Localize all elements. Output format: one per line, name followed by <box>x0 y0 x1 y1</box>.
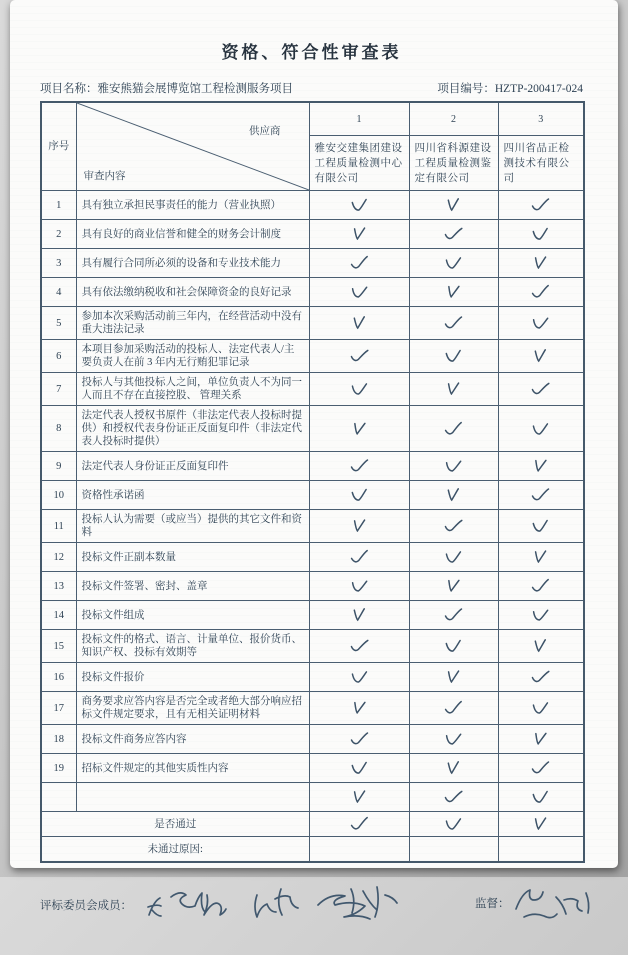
checkmark-cell <box>309 783 409 812</box>
checkmark-icon <box>530 283 552 300</box>
checkmark-icon <box>348 548 370 565</box>
review-item-cell: 资格性承诺函 <box>76 481 309 510</box>
checkmark-icon <box>443 669 464 685</box>
review-item-cell: 投标人与其他投标人之间，单位负责人不为同一人而且不存在直接控股、 管理关系 <box>76 373 309 406</box>
checkmark-icon <box>443 699 465 716</box>
checkmark-cell <box>498 725 584 754</box>
review-item-cell: 具有依法缴纳税收和社会保障资金的良好记录 <box>76 278 309 307</box>
checkmark-icon <box>442 283 464 300</box>
review-table-body <box>41 191 584 863</box>
checkmark-cell <box>409 340 498 373</box>
project-name-value: 雅安熊猫会展博览馆工程检测服务项目 <box>97 83 293 95</box>
checkmark-cell <box>498 452 584 481</box>
checkmark-cell <box>409 373 498 406</box>
checkmark-cell <box>309 406 409 452</box>
review-item-cell: 投标文件签署、密封、盖章 <box>76 572 309 601</box>
checkmark-cell <box>498 601 584 630</box>
checkmark-icon <box>443 788 465 805</box>
checkmark-icon <box>530 255 551 271</box>
checkmark-icon <box>530 457 552 474</box>
checkmark-icon <box>349 731 370 747</box>
checkmark-cell <box>498 220 584 249</box>
checkmark-icon <box>530 638 552 655</box>
checkmark-icon <box>348 669 369 685</box>
table-row <box>41 837 584 863</box>
checkmark-cell <box>409 572 498 601</box>
table-row <box>41 725 584 754</box>
checkmark-icon <box>348 347 370 364</box>
review-item-cell: 具有履行合同所必须的设备和专业技术能力 <box>76 249 309 278</box>
checkmark-cell <box>409 307 498 340</box>
checkmark-cell <box>498 340 584 373</box>
checkmark-cell <box>309 630 409 663</box>
review-item-cell: 法定代表人授权书原件（非法定代表人投标时提供）和授权代表身份证正反面复印件（非法定代表人投标时提供） <box>76 406 309 452</box>
checkmark-icon <box>442 637 464 654</box>
row-number-cell: 14 <box>41 601 76 630</box>
checkmark-icon <box>530 788 552 805</box>
review-item-cell: 招标文件规定的其他实质性内容 <box>76 754 309 783</box>
row-number-cell: 16 <box>41 663 76 692</box>
checkmark-icon <box>530 487 551 503</box>
row-number-cell: 3 <box>41 249 76 278</box>
row-number-cell: 9 <box>41 452 76 481</box>
row-number-cell: 4 <box>41 278 76 307</box>
supplier-column-number-1: 1 <box>309 102 409 136</box>
checkmark-icon <box>530 816 551 832</box>
supplier-name-2: 四川省科源建设工程质量检测鉴定有限公司 <box>409 136 498 191</box>
checkmark-icon <box>443 607 464 623</box>
checkmark-icon <box>348 381 369 397</box>
table-row <box>41 406 584 452</box>
checkmark-icon <box>530 700 551 716</box>
checkmark-cell <box>409 481 498 510</box>
checkmark-cell <box>409 220 498 249</box>
checkmark-cell <box>498 663 584 692</box>
checkmark-icon <box>530 668 552 685</box>
row-number-cell: 12 <box>41 543 76 572</box>
review-item-cell: 投标文件组成 <box>76 601 309 630</box>
checkmark-cell <box>498 510 584 543</box>
checkmark-icon <box>348 607 370 624</box>
scanned-document-page <box>10 0 618 912</box>
project-number <box>437 80 583 96</box>
project-name <box>40 80 293 96</box>
checkmark-icon <box>348 518 369 534</box>
checkmark-icon <box>348 420 370 437</box>
empty-cell <box>309 837 409 863</box>
table-row <box>41 692 584 725</box>
committee-signatures-handwriting <box>135 875 435 945</box>
table-row <box>41 812 584 837</box>
table-row <box>41 601 584 630</box>
checkmark-cell <box>498 373 584 406</box>
checkmark-icon <box>348 196 370 213</box>
checkmark-cell <box>409 783 498 812</box>
checkmark-icon <box>348 759 370 776</box>
checkmark-icon <box>348 789 369 805</box>
table-row <box>41 340 584 373</box>
checkmark-cell <box>309 373 409 406</box>
project-info-line <box>40 80 583 96</box>
supplier-corner-label: 供应商 <box>249 126 281 137</box>
table-row <box>41 543 584 572</box>
checkmark-icon <box>530 348 552 365</box>
content-corner-label: 审查内容 <box>83 171 126 182</box>
table-row <box>41 373 584 406</box>
table-row <box>41 630 584 663</box>
row-number-cell: 8 <box>41 406 76 452</box>
summary-row-label: 未通过原因: <box>41 837 309 863</box>
checkmark-cell <box>409 663 498 692</box>
supervisor-signature-handwriting <box>508 875 608 935</box>
checkmark-icon <box>348 315 370 332</box>
checkmark-cell <box>498 812 584 837</box>
table-row <box>41 663 584 692</box>
checkmark-icon <box>443 225 465 242</box>
supplier-column-number-2: 2 <box>409 102 498 136</box>
document-content <box>10 38 618 955</box>
checkmark-cell <box>309 191 409 220</box>
checkmark-icon <box>442 577 464 594</box>
checkmark-cell <box>309 249 409 278</box>
checkmark-cell <box>309 572 409 601</box>
checkmark-cell <box>498 278 584 307</box>
table-row <box>41 481 584 510</box>
review-item-cell: 法定代表人身份证正反面复印件 <box>76 452 309 481</box>
checkmark-icon <box>443 420 465 437</box>
table-row <box>41 452 584 481</box>
checkmark-cell <box>409 754 498 783</box>
supplier-column-number-3: 3 <box>498 102 584 136</box>
project-name-label: 项目名称： <box>40 83 98 95</box>
checkmark-icon <box>443 816 464 832</box>
checkmark-icon <box>443 760 465 777</box>
checkmark-icon <box>443 517 465 534</box>
summary-row-label: 是否通过 <box>41 812 309 837</box>
committee-members-label: 评标委员会成员： <box>40 900 132 912</box>
checkmark-cell <box>498 191 584 220</box>
row-number-cell: 11 <box>41 510 76 543</box>
checkmark-icon <box>530 760 551 776</box>
checkmark-icon <box>530 380 552 397</box>
review-table <box>40 101 585 863</box>
checkmark-cell <box>409 406 498 452</box>
project-number-label: 项目编号： <box>437 83 495 95</box>
row-number-cell: 19 <box>41 754 76 783</box>
checkmark-cell <box>309 340 409 373</box>
row-number-cell: 10 <box>41 481 76 510</box>
checkmark-cell <box>409 249 498 278</box>
checkmark-cell <box>309 543 409 572</box>
checkmark-icon <box>530 549 551 565</box>
checkmark-icon <box>443 549 464 565</box>
checkmark-cell <box>309 725 409 754</box>
table-row <box>41 783 584 812</box>
review-item-cell: 投标文件的格式、语言、计量单位、报价货币、知识产权、投标有效期等 <box>76 630 309 663</box>
checkmark-icon <box>443 255 464 271</box>
checkmark-cell <box>498 481 584 510</box>
checkmark-icon <box>348 486 370 503</box>
checkmark-cell <box>409 543 498 572</box>
checkmark-icon <box>348 254 370 271</box>
checkmark-icon <box>443 381 464 397</box>
table-row <box>41 191 584 220</box>
row-number-cell: 1 <box>41 191 76 220</box>
checkmark-cell <box>309 481 409 510</box>
checkmark-cell <box>409 510 498 543</box>
checkmark-cell <box>409 601 498 630</box>
checkmark-cell <box>409 278 498 307</box>
supervisor-label: 监督： <box>475 898 510 910</box>
row-number-cell: 5 <box>41 307 76 340</box>
row-number-cell: 13 <box>41 572 76 601</box>
empty-cell <box>409 837 498 863</box>
checkmark-cell <box>409 692 498 725</box>
table-row <box>41 220 584 249</box>
signature-footer <box>40 875 615 955</box>
checkmark-icon <box>530 730 552 747</box>
review-item-cell: 投标文件报价 <box>76 663 309 692</box>
review-item-cell: 投标文件商务应答内容 <box>76 725 309 754</box>
review-item-cell: 本项目参加采购活动的投标人、法定代表人/主要负责人在前 3 年内无行贿犯罪记录 <box>76 340 309 373</box>
review-item-cell: 具有独立承担民事责任的能力（营业执照） <box>76 191 309 220</box>
checkmark-icon <box>348 226 369 242</box>
checkmark-cell <box>309 663 409 692</box>
table-row <box>41 754 584 783</box>
checkmark-icon <box>530 197 551 213</box>
checkmark-icon <box>442 347 464 364</box>
checkmark-icon <box>348 699 370 716</box>
checkmark-cell <box>498 406 584 452</box>
checkmark-icon <box>530 607 552 624</box>
checkmark-cell <box>309 692 409 725</box>
checkmark-cell <box>409 630 498 663</box>
review-item-cell: 商务要求应答内容是否完全或者绝大部分响应招标文件规定要求，且有无相关证明材料 <box>76 692 309 725</box>
checkmark-icon <box>443 197 465 214</box>
checkmark-cell <box>498 692 584 725</box>
table-row <box>41 510 584 543</box>
checkmark-icon <box>443 487 465 504</box>
checkmark-cell <box>498 572 584 601</box>
checkmark-cell <box>498 754 584 783</box>
checkmark-icon <box>530 577 552 594</box>
checkmark-cell <box>309 452 409 481</box>
empty-cell <box>498 837 584 863</box>
checkmark-cell <box>309 812 409 837</box>
checkmark-icon <box>443 731 465 748</box>
review-item-cell: 投标文件正副本数量 <box>76 543 309 572</box>
seq-column-header: 序号 <box>41 102 76 191</box>
row-number-cell: 6 <box>41 340 76 373</box>
checkmark-icon <box>530 517 552 534</box>
checkmark-icon <box>443 315 464 331</box>
row-number-cell <box>41 783 76 812</box>
row-number-cell: 18 <box>41 725 76 754</box>
review-item-cell: 参加本次采购活动前三年内，在经营活动中没有重大违法记录 <box>76 307 309 340</box>
checkmark-cell <box>498 630 584 663</box>
row-number-cell: 2 <box>41 220 76 249</box>
checkmark-icon <box>348 578 370 595</box>
checkmark-cell <box>309 220 409 249</box>
checkmark-cell <box>498 543 584 572</box>
checkmark-icon <box>530 225 552 242</box>
checkmark-cell <box>309 278 409 307</box>
checkmark-cell <box>409 452 498 481</box>
project-number-value: HZTP-200417-024 <box>494 83 583 95</box>
checkmark-cell <box>409 725 498 754</box>
supplier-name-3: 四川省品正检测技术有限公司 <box>498 136 584 191</box>
table-row <box>41 307 584 340</box>
checkmark-icon <box>443 458 465 475</box>
review-table-header <box>41 102 584 191</box>
review-item-cell: 具有良好的商业信誉和健全的财务会计制度 <box>76 220 309 249</box>
checkmark-icon <box>348 637 370 654</box>
checkmark-icon <box>348 815 370 832</box>
page-title: 资格、符合性审查表 <box>221 43 402 62</box>
checkmark-cell <box>309 307 409 340</box>
row-number-cell: 7 <box>41 373 76 406</box>
checkmark-icon <box>530 420 551 436</box>
table-row <box>41 249 584 278</box>
checkmark-cell <box>498 783 584 812</box>
corner-header-cell <box>76 102 309 191</box>
checkmark-icon <box>348 284 370 301</box>
checkmark-icon <box>530 315 552 332</box>
checkmark-cell <box>409 191 498 220</box>
row-number-cell: 15 <box>41 630 76 663</box>
checkmark-cell <box>409 812 498 837</box>
supplier-name-1: 雅安交建集团建设工程质量检测中心有限公司 <box>309 136 409 191</box>
checkmark-cell <box>498 249 584 278</box>
checkmark-cell <box>309 754 409 783</box>
checkmark-icon <box>349 458 370 474</box>
table-row <box>41 572 584 601</box>
review-item-cell: 投标人认为需要（或应当）提供的其它文件和资料 <box>76 510 309 543</box>
checkmark-cell <box>309 510 409 543</box>
checkmark-cell <box>309 601 409 630</box>
checkmark-cell <box>498 307 584 340</box>
table-row <box>41 278 584 307</box>
review-item-cell <box>76 783 309 812</box>
row-number-cell: 17 <box>41 692 76 725</box>
